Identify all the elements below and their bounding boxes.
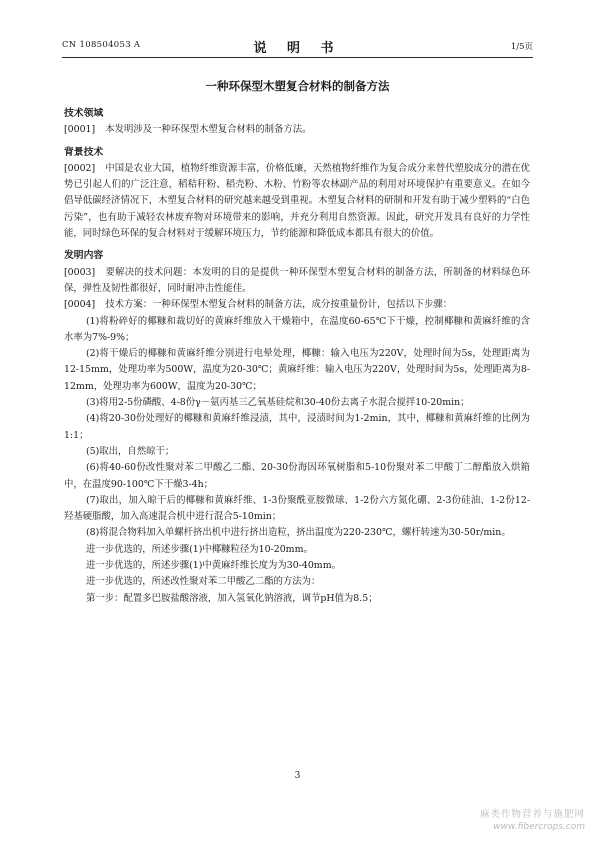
paragraph-number: [0003] — [64, 266, 96, 278]
step-8: (8)将混合物料加入单螺杆挤出机中进行挤出造粒，挤出温度为220-230℃，螺杆转速为30-50r/min。 — [86, 527, 511, 539]
page-indicator: 1/5页 — [510, 42, 533, 52]
step-7: (7)取出，加入晾干后的椰糠和黄麻纤维、1-3份聚酰亚胺微球、1-2份六方氮化硼、2-3份硅油、1-2份12-羟基硬脂酸，加入高速混合机中进行混合5-10min； — [64, 494, 530, 523]
page-number: 3 — [294, 771, 301, 781]
watermark-url: www.fibercrops.com — [493, 822, 585, 832]
page-header — [62, 37, 533, 55]
step-6: (6)将40-60份改性聚对苯二甲酸乙二酯、20-30份海因环氧树脂和5-10份聚对苯二甲酸丁二醇酯放入烘箱中，在温度90-100℃下干燥3-4h； — [64, 462, 530, 490]
paragraph-text: 中国是农业大国，植物纤维资源丰富，价格低廉，天然植物纤维作为复合成分来替代塑胶成分的潜在优势已引起人们的广泛注意，稻秸秆粉、稻壳粉、木粉、竹粉等农林副产品的利用对环境保护有重要意义。在如今倡导低碳经济情况下，木塑复合材料的研究越来越受到重视。木塑复合材料的研制和开发有助于减少塑料的“白色污染”，也有助于减轻农林废弃物对环境带来的影响，并充分利用自然资源。因此，研究开发具有良好的力学性能，同时绿色环保的复合材料对于缓解环境压力，节约能源和降低成本都具有很大的价值。 — [64, 162, 530, 240]
watermark-site-name: 麻类作物营养与施肥网 — [479, 809, 585, 820]
paragraph-text: 要解决的技术问题：本发明的目的是提供一种环保型木塑复合材料的制备方法，所制备的材料绿色环保，弹性及韧性都很好，同时耐冲击性能佳。 — [64, 266, 530, 294]
step-2: (2)将干燥后的椰糠和黄麻纤维分别进行电晕处理，椰糠：输入电压为220V，处理时间为5s，处理距离为12-15mm，处理功率为500W，温度为20-30℃；黄麻纤维：输入电压为220V，处理时间为5s，处理距离为8-12mm，处理功率为600W，温度为20-30℃； — [64, 348, 530, 392]
document-title: 一种环保型木塑复合材料的制备方法 — [205, 79, 390, 93]
further-preference-1: 进一步优选的，所述步骤(1)中椰糠粒径为10-20mm。 — [86, 543, 313, 555]
step-1: (1)将粉碎好的椰糠和裁切好的黄麻纤维放入干燥箱中，在温度60-65℃下干燥，控制椰糠和黄麻纤维的含水率为7%-9%； — [64, 315, 530, 343]
document-body — [64, 106, 530, 607]
paragraph-0001 — [64, 122, 530, 138]
section-heading-invention: 发明内容 — [64, 250, 104, 262]
document-type: 说 明 书 — [253, 41, 342, 56]
further-preference-2: 进一步优选的，所述步骤(1)中黄麻纤维长度为为30-40mm。 — [86, 560, 341, 572]
paragraph-text: 本发明涉及一种环保型木塑复合材料的制备方法。 — [105, 124, 312, 136]
step-3: (3)将用2-5份磷酸、4-8份γ－氨丙基三乙氧基硅烷和30-40份去离子水混合搅拌10-20min； — [86, 397, 470, 409]
header-divider — [62, 57, 533, 58]
section-heading-background: 背景技术 — [64, 146, 104, 158]
step-4: (4)将20-30份处理好的椰糠和黄麻纤维浸渍，其中，浸渍时间为1-2min，其中，椰糠和黄麻纤维的比例为1:1； — [64, 413, 530, 441]
paragraph-0003 — [64, 265, 530, 298]
paragraph-0004 — [64, 297, 530, 313]
section-heading-tech-field: 技术领域 — [64, 108, 104, 119]
paragraph-number: [0004] — [64, 299, 96, 311]
paragraph-text: 技术方案：一种环保型木塑复合材料的制备方法，成分按重量份计，包括以下步骤： — [105, 299, 453, 311]
step-5: (5)取出，自然晾干； — [86, 445, 175, 457]
method-step-first: 第一步：配置多巴胺盐酸溶液，加入氢氧化钠溶液，调节pH值为8.5； — [86, 592, 378, 604]
paragraph-number: [0002] — [64, 162, 96, 174]
paragraph-0002 — [64, 161, 530, 242]
watermark — [480, 806, 585, 832]
further-preference-3: 进一步优选的，所述改性聚对苯二甲酸乙二酯的方法为： — [86, 576, 321, 588]
paragraph-number: [0001] — [64, 124, 96, 136]
publication-number: CN 108504053 A — [62, 40, 141, 50]
